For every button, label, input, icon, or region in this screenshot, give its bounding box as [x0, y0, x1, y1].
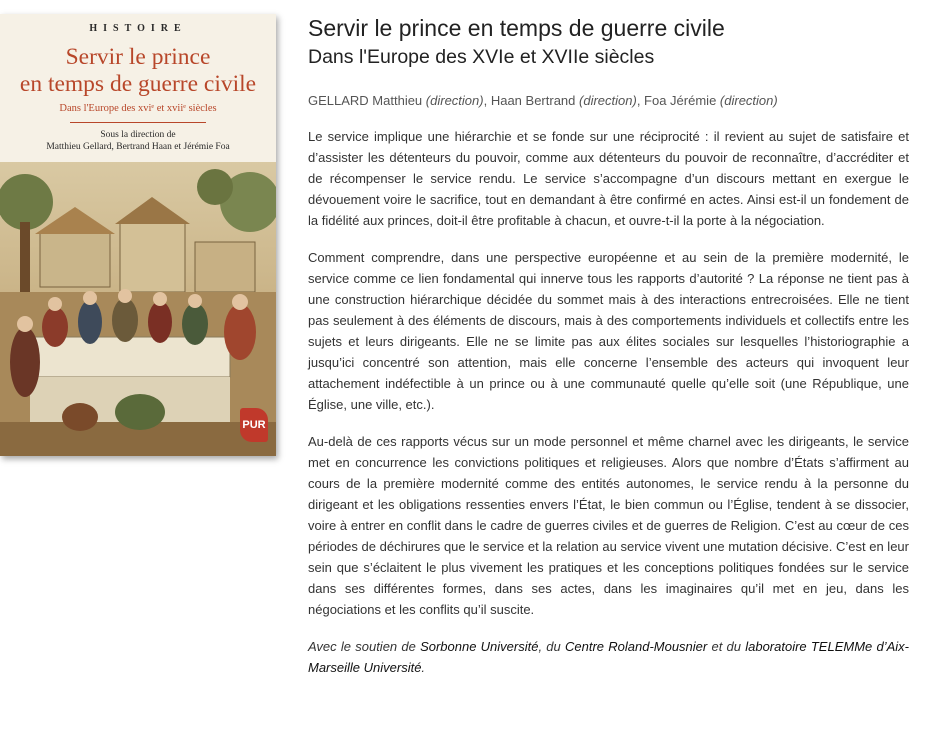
publisher-logo: PUR: [240, 408, 268, 442]
author-name[interactable]: Foa Jérémie: [644, 93, 717, 108]
cover-title-line2: en temps de guerre civile: [19, 71, 257, 97]
cover-title-line1: Servir le prince: [65, 44, 211, 70]
book-details: [308, 14, 909, 678]
author-role: (direction): [719, 93, 778, 108]
cover-tapestry-image: [0, 162, 276, 456]
cover-series: HISTOIRE: [89, 23, 187, 34]
author-name[interactable]: Haan Bertrand: [490, 93, 576, 108]
book-cover: [0, 14, 276, 456]
cover-direction-line2: Matthieu Gellard, Bertrand Haan et Jérémie Foa: [46, 142, 230, 152]
description-paragraph: Le service implique une hiérarchie et se fonde sur une réciprocité : il revient au sujet de satisfaire et d’assister les détenteurs du pouvoir, comme aux détenteurs du pouvoir de reconnaître, d’accréditer et de récompenser le service rendu. Le service s’accompagne d’un discours mettant en exergue le dévouement voire le sacrifice, tout en demandant à être confirmé en actes. Ainsi est-il un fondement de la fidélité aux princes, doit-il être profitable à chacun, et ouvre-t-il la porte à la négociation.: [308, 129, 909, 228]
author-role: (direction): [579, 93, 637, 108]
author-name[interactable]: GELLARD Matthieu: [308, 93, 423, 108]
description-paragraph: Comment comprendre, dans une perspective européenne et au sein de la première modernité, le service comme ce lien fondamental qui innerve tous les rapports d’autorité ? La réponse ne tient pas à une construction hiérarchique décidée du sommet mais à des interactions entrecroisées. Elle ne tient pas seulement à des éléments de discours, mais à des comportements individuels et collectifs entre les sujets et leurs dirigeants. Elle ne se limite pas aux élites sociales sur lesquelles l’historiographie a jusqu’ici concentré son attention, mais elle concerne l’ensemble des acteurs qui invoquent leur attachement indéfectible à un prince ou à une communauté quelle qu’elle soit (une République, une Église, une ville, etc.).: [308, 250, 909, 412]
support-text: Avec le soutien de: [308, 639, 421, 654]
cover-title: [0, 44, 276, 98]
support-text: , du: [538, 639, 565, 654]
cover-subtitle: Dans l'Europe des xviᵉ et xviiᵉ siècles: [59, 103, 217, 114]
support-org-sorbonne: Sorbonne Université: [420, 639, 539, 654]
book-subtitle: Dans l'Europe des XVIe et XVIIe siècles: [308, 46, 655, 68]
cover-direction: [0, 129, 276, 153]
author-separator: ,: [636, 93, 645, 108]
authors-line: [308, 91, 909, 111]
book-title: Servir le prince en temps de guerre civile: [308, 15, 725, 41]
support-org-telemme: laboratoire TELEMMe d’Aix-Marseille Université: [308, 639, 909, 675]
support-org-mousnier: Centre Roland-Mousnier: [565, 639, 708, 654]
author-role: (direction): [425, 93, 484, 108]
support-statement: [308, 636, 909, 678]
support-text: et du: [707, 639, 746, 654]
description-paragraph: Au-delà de ces rapports vécus sur un mode personnel et même charnel avec les dirigeants, le service met en concurrence les convictions politiques et religieuses. Alors que nombre d’États s’affirment au cours de la première modernité comme des entités autonomes, le service rendu à la personne du dirigeant et les obligations ressenties envers l’État, le bien commun ou l’Église, tendent à se dissocier, voire à entrer en conflit dans le cadre de guerres civiles et de guerres de Religion. C’est au cœur de ces périodes de déchirures que le service et la relation au service vivent une mutation décisive. C’est en leur sein que s’éclaitent le plus vivement les pratiques et les conceptions politiques fondées sur le service dans ses différentes formes, dans ses actes, dans les imaginaires qu’il met en jeu, dans les négociations et les conflits qu’il suscite.: [308, 434, 909, 617]
author-separator: ,: [483, 93, 491, 108]
cover-rule: [70, 122, 206, 123]
cover-direction-line1: Sous la direction de: [100, 130, 176, 140]
support-text: .: [421, 660, 426, 675]
